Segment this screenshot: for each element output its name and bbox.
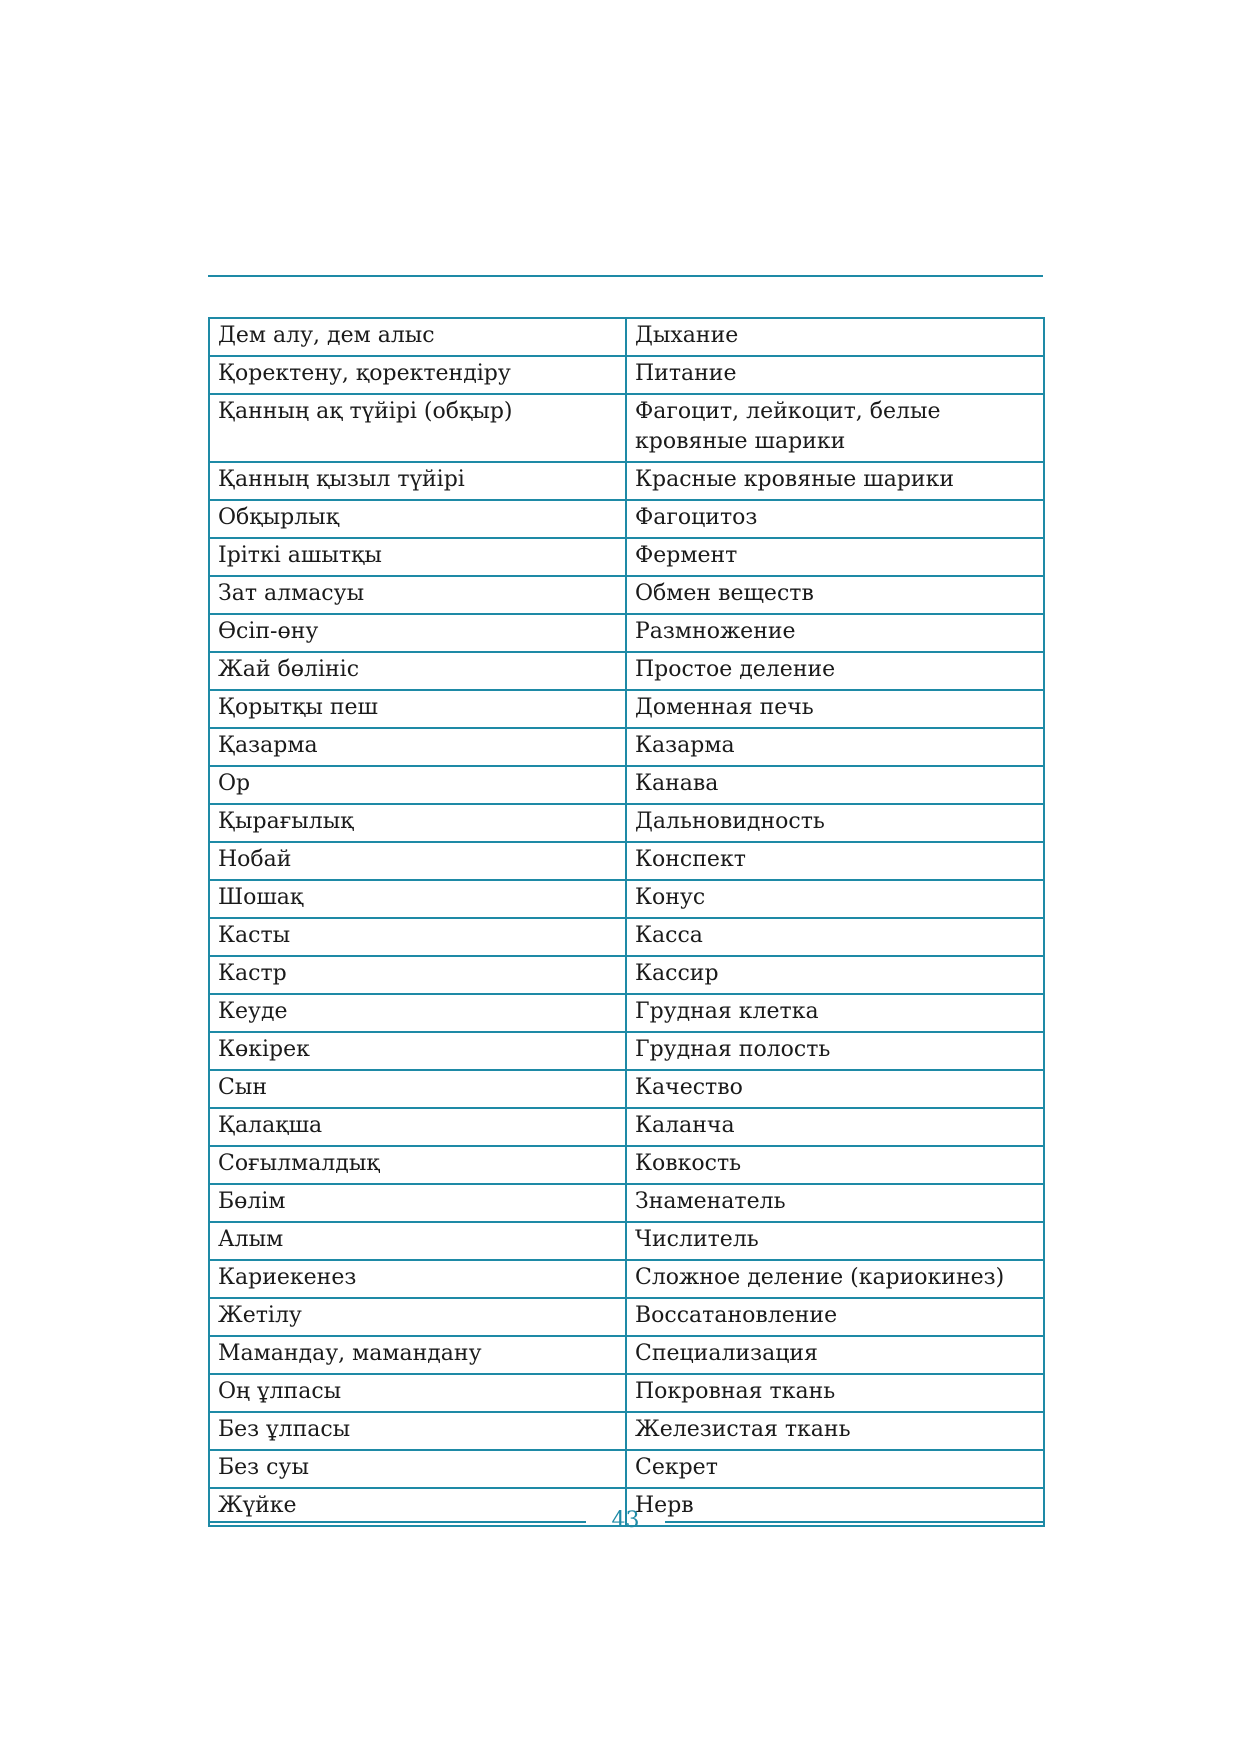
term-kazakh: Кариекенез (209, 1260, 626, 1298)
table-row (209, 690, 1044, 728)
table-row (209, 394, 1044, 462)
term-kazakh: Без суы (209, 1450, 626, 1488)
term-kazakh: Кастр (209, 956, 626, 994)
term-russian: Секрет (626, 1450, 1044, 1488)
term-kazakh: Жай бөлініс (209, 652, 626, 690)
term-kazakh: Зат алмасуы (209, 576, 626, 614)
term-kazakh: Обқырлық (209, 500, 626, 538)
table-row (209, 1222, 1044, 1260)
table-row (209, 880, 1044, 918)
term-kazakh: Шошақ (209, 880, 626, 918)
term-russian: Ковкость (626, 1146, 1044, 1184)
table-row (209, 1336, 1044, 1374)
table-row (209, 1412, 1044, 1450)
term-kazakh: Қазарма (209, 728, 626, 766)
term-kazakh: Дем алу, дем алыс (209, 318, 626, 356)
term-kazakh: Қанның ақ түйірі (обқыр) (209, 394, 626, 462)
term-russian: Касса (626, 918, 1044, 956)
table-row (209, 842, 1044, 880)
table-row (209, 576, 1044, 614)
term-kazakh: Без ұлпасы (209, 1412, 626, 1450)
table-row (209, 1374, 1044, 1412)
term-kazakh: Қоректену, қоректендіру (209, 356, 626, 394)
term-russian: Каланча (626, 1108, 1044, 1146)
term-russian: Качество (626, 1070, 1044, 1108)
term-kazakh: Оң ұлпасы (209, 1374, 626, 1412)
term-russian: Дыхание (626, 318, 1044, 356)
term-russian: Фермент (626, 538, 1044, 576)
term-kazakh: Нобай (209, 842, 626, 880)
table-row (209, 728, 1044, 766)
term-russian: Числитель (626, 1222, 1044, 1260)
term-kazakh: Көкірек (209, 1032, 626, 1070)
term-kazakh: Алым (209, 1222, 626, 1260)
table-row (209, 1260, 1044, 1298)
table-row (209, 766, 1044, 804)
term-russian: Размножение (626, 614, 1044, 652)
table-row (209, 500, 1044, 538)
table-row (209, 994, 1044, 1032)
term-russian: Дальновидность (626, 804, 1044, 842)
term-russian: Кассир (626, 956, 1044, 994)
table-row (209, 462, 1044, 500)
term-kazakh: Өсіп-өну (209, 614, 626, 652)
term-russian: Доменная печь (626, 690, 1044, 728)
table-row (209, 1108, 1044, 1146)
term-kazakh: Қанның қызыл түйірі (209, 462, 626, 500)
term-kazakh: Ор (209, 766, 626, 804)
term-kazakh: Іріткі ашытқы (209, 538, 626, 576)
table-row (209, 1450, 1044, 1488)
term-kazakh: Мамандау, мамандану (209, 1336, 626, 1374)
term-russian: Простое деление (626, 652, 1044, 690)
term-russian: Фагоцит, лейкоцит, белые кровяные шарики (626, 394, 1044, 462)
term-kazakh: Бөлім (209, 1184, 626, 1222)
table-row (209, 956, 1044, 994)
term-russian: Знаменатель (626, 1184, 1044, 1222)
term-russian: Грудная клетка (626, 994, 1044, 1032)
table-row (209, 652, 1044, 690)
table-row (209, 1146, 1044, 1184)
table-row (209, 538, 1044, 576)
term-kazakh: Сын (209, 1070, 626, 1108)
term-kazakh: Соғылмалдық (209, 1146, 626, 1184)
term-russian: Фагоцитоз (626, 500, 1044, 538)
term-kazakh: Жүйке (209, 1488, 626, 1526)
term-russian: Покровная ткань (626, 1374, 1044, 1412)
table-row (209, 918, 1044, 956)
term-kazakh: Жетілу (209, 1298, 626, 1336)
table-row (209, 614, 1044, 652)
term-russian: Грудная полость (626, 1032, 1044, 1070)
table-row (209, 1298, 1044, 1336)
table-row (209, 1032, 1044, 1070)
term-russian: Красные кровяные шарики (626, 462, 1044, 500)
term-russian: Сложное деление (кариокинез) (626, 1260, 1044, 1298)
table-row (209, 356, 1044, 394)
page-footer (208, 1506, 1043, 1536)
glossary-body (209, 318, 1044, 1526)
table-row (209, 318, 1044, 356)
term-kazakh: Қалақша (209, 1108, 626, 1146)
term-russian: Конус (626, 880, 1044, 918)
page-number: 43 (611, 1508, 640, 1533)
term-russian: Конспект (626, 842, 1044, 880)
table-row (209, 804, 1044, 842)
term-kazakh: Қырағылық (209, 804, 626, 842)
term-russian: Нерв (626, 1488, 1044, 1526)
term-kazakh: Касты (209, 918, 626, 956)
table-row (209, 1070, 1044, 1108)
term-kazakh: Кеуде (209, 994, 626, 1032)
term-russian: Обмен веществ (626, 576, 1044, 614)
footer-rule-right (665, 1521, 1043, 1523)
term-kazakh: Қорытқы пеш (209, 690, 626, 728)
header-rule (208, 275, 1043, 277)
glossary-table (208, 317, 1045, 1527)
footer-rule-left (208, 1521, 586, 1523)
term-russian: Казарма (626, 728, 1044, 766)
term-russian: Воссатановление (626, 1298, 1044, 1336)
term-russian: Питание (626, 356, 1044, 394)
term-russian: Специализация (626, 1336, 1044, 1374)
table-row (209, 1184, 1044, 1222)
term-russian: Железистая ткань (626, 1412, 1044, 1450)
term-russian: Канава (626, 766, 1044, 804)
